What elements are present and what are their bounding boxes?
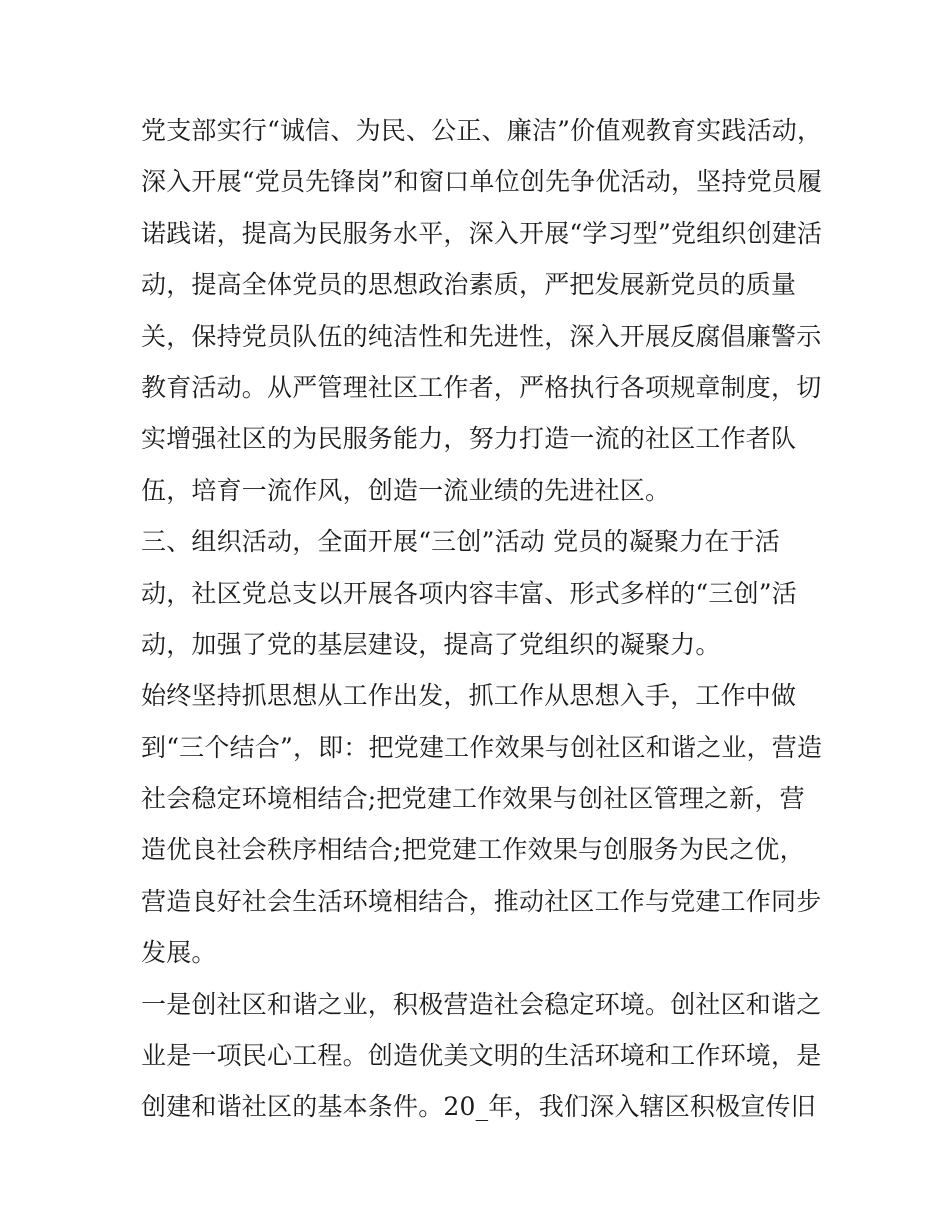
text-line: 关，保持党员队伍的纯洁性和先进性，深入开展反腐倡廉警示 [141, 321, 822, 351]
text-line: 党支部实行“诚信、为民、公正、廉洁”价值观教育实践活动， [141, 116, 823, 145]
section-heading-line: 三、组织活动，全面开展“三创”活动 党员的凝聚力在于活 [141, 527, 780, 557]
text-line: 实增强社区的为民服务能力，努力打造一流的社区工作者队 [141, 424, 797, 454]
text-line: 动，社区党总支以开展各项内容丰富、形式多样的“三创”活 [141, 578, 797, 608]
text-line: 造优良社会秩序相结合;把党建工作效果与创服务为民之优， [141, 835, 805, 865]
text-line: 业是一项民心工程。创造优美文明的生活环境和工作环境，是 [141, 1041, 822, 1071]
text-line: 发展。 [141, 938, 217, 968]
text-line: 营造良好社会生活环境相结合，推动社区工作与党建工作同步 [141, 886, 822, 916]
text-line: 伍，培育一流作风，创造一流业绩的先进社区。 [141, 475, 671, 505]
text-line: 到“三个结合”，即：把党建工作效果与创社区和谐之业，营造 [141, 732, 823, 762]
text-line: 动，提高全体党员的思想政治素质，严把发展新党员的质量 [141, 270, 797, 300]
text-line: 一是创社区和谐之业，积极营造社会稳定环境。创社区和谐之 [141, 989, 822, 1019]
text-line: 深入开展“党员先锋岗”和窗口单位创先争优活动，坚持党员履 [141, 167, 823, 197]
text-line: 动，加强了党的基层建设，提高了党组织的凝聚力。 [141, 629, 721, 659]
text-line: 教育活动。从严管理社区工作者，严格执行各项规章制度，切 [141, 372, 822, 402]
text-line: 始终坚持抓思想从工作出发，抓工作从思想入手，工作中做 [141, 681, 797, 711]
body-text [141, 105, 821, 1133]
text-line: 创建和谐社区的基本条件。20_年，我们深入辖区积极宣传旧 [141, 1092, 816, 1122]
text-line: 社会稳定环境相结合;把党建工作效果与创社区管理之新，营 [141, 784, 805, 814]
text-line: 诺践诺，提高为民服务水平，深入开展“学习型”党组织创建活 [141, 218, 823, 248]
